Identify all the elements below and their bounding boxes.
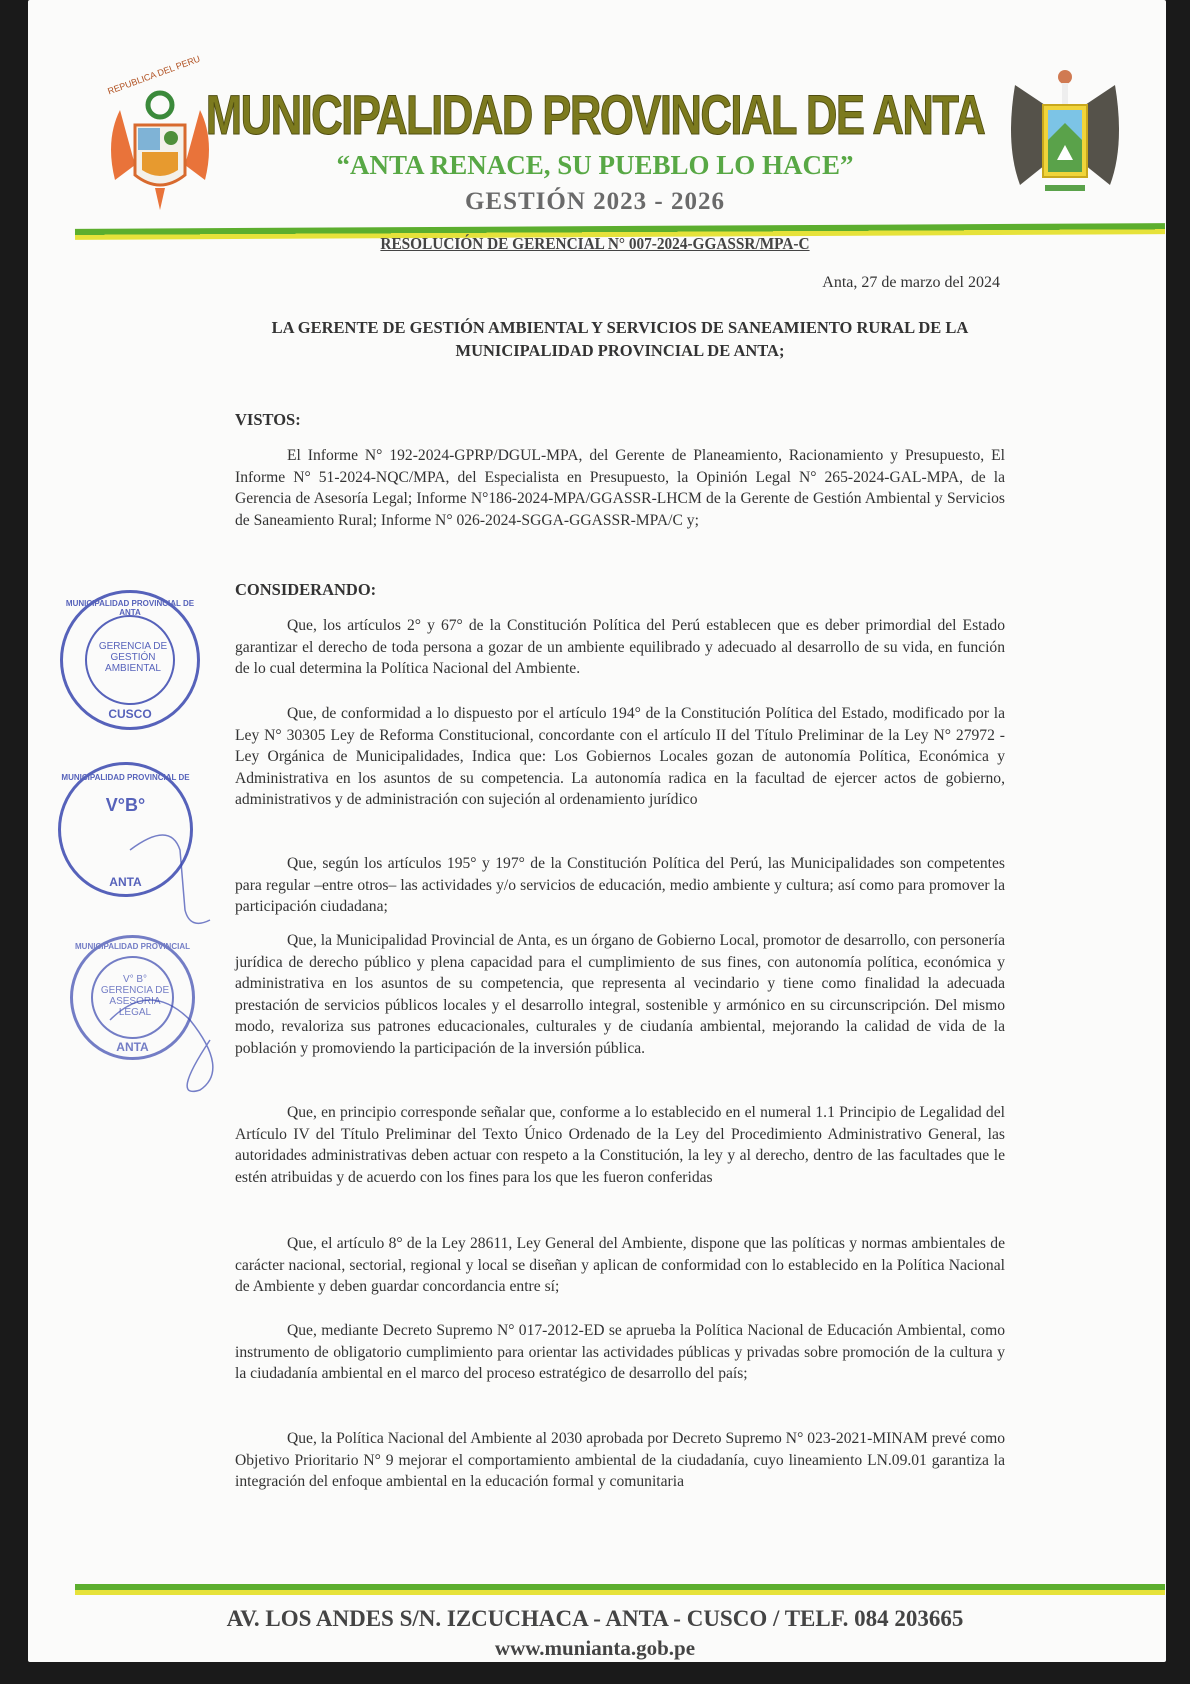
footer-website: www.munianta.gob.pe bbox=[494, 1636, 696, 1660]
footer-address: AV. LOS ANDES S/N. IZCUCHACA - ANTA - CUSCO / TELF. 084 203665 bbox=[226, 1606, 964, 1631]
paragraph: Que, en principio corresponde señalar que, conforme a lo establecido en el numeral 1.1 Principio de Legalidad del Artículo IV del Título Preliminar del Texto Único Ordenado de la Ley del Procedimiento Administrativo General, las autoridades administrativas deben actuar con respeto a la Constitución, la ley y al derecho, dentro de las facultades que le estén atribuidas y de acuerdo con los fines para los que les fueron conferidas bbox=[235, 1104, 1005, 1186]
footer-divider-band bbox=[75, 1584, 1165, 1595]
vistos-label: VISTOS: bbox=[235, 410, 301, 429]
stamp-center-text: V° B° GERENCIA DE ASESORIA LEGAL bbox=[100, 974, 170, 1018]
vistos-paragraph: El Informe N° 192-2024-GPRP/DGUL-MPA, del Gerente de Planeamiento, Racionamiento y Presupuesto, El Informe N° 51-2024-NQC/MPA, del Especialista en Presupuesto, la Opinión Legal N° 265-2024-GAL-MPA, de la Gerencia de Asesoría Legal; Informe N°186-2024-MPA/GGASSR-LHCM de la Gerente de Gestión Ambiental y Servicios de Saneamiento Rural; Informe N° 026-2024-SGGA-GGASSR-MPA/C y; bbox=[235, 447, 1005, 529]
paragraph: Que, los artículos 2° y 67° de la Constitución Política del Perú establecen que es deber primordial del Estado garantizar el derecho de toda persona a gozar de un ambiente equilibrado y adecuado al desarrollo de su vida, en función de lo cual determina la Política Nacional del Ambiente. bbox=[235, 617, 1005, 678]
signature-scribble bbox=[90, 800, 250, 1100]
slogan: “ANTA RENACE, SU PUEBLO LO HACE” bbox=[336, 150, 854, 180]
document-date: Anta, 27 de marzo del 2024 bbox=[822, 274, 1000, 291]
stamp-bottom-text: ANTA bbox=[116, 1040, 149, 1054]
stamp-bottom-text: ANTA bbox=[109, 875, 142, 889]
stamp-ring-text: MUNICIPALIDAD PROVINCIAL DE bbox=[61, 773, 190, 782]
paragraph: Que, la Política Nacional del Ambiente al 2030 aprobada por Decreto Supremo N° 023-2021-MINAM prevé como Objetivo Prioritario N° 9 mejorar el comportamiento ambiental de la ciudadanía, cuyo lineamiento LN.09.01 garantiza la integración del enfoque ambiental en la educación formal y comunitaria bbox=[235, 1430, 1005, 1491]
institution-title: MUNICIPALIDAD PROVINCIAL DE ANTA bbox=[205, 83, 985, 146]
document-heading: LA GERENTE DE GESTIÓN AMBIENTAL Y SERVICIOS DE SANEAMIENTO RURAL DE LA MUNICIPALIDAD PROVINCIAL DE ANTA; bbox=[271, 318, 969, 360]
stamp-center-text: V°B° bbox=[105, 795, 146, 815]
emblem-ring-text: REPUBLICA DEL PERU bbox=[106, 53, 202, 97]
paragraph: Que, mediante Decreto Supremo N° 017-2012-ED se aprueba la Política Nacional de Educación Ambiental, como instrumento de obligatorio cumplimiento para orientar las actividades públicas y privadas sobre promoción de la cultura y la ciudadanía ambiental en el marco del proceso estratégico de desarrollo del país; bbox=[235, 1322, 1005, 1383]
resolution-number: RESOLUCIÓN DE GERENCIAL N° 007-2024-GGASSR/MPA-C bbox=[380, 234, 810, 253]
stamp-bottom-text: CUSCO bbox=[108, 707, 152, 721]
paragraph: Que, de conformidad a lo dispuesto por el artículo 194° de la Constitución Política del Estado, modificado por la Ley N° 30305 Ley de Reforma Constitucional, concordante con el artículo II del Título Preliminar de la Ley N° 27972 - Ley Orgánica de Municipalidades, Indica que: Los Gobiernos Locales gozan de autonomía Política, Económica y Administrativa en los asuntos de su competencia. La autonomía radica en la facultad de ejercer actos de gobierno, administrativos y de administración con sujeción al ordenamiento jurídico bbox=[235, 705, 1005, 809]
stamp-gerencia-gestion-ambiental bbox=[60, 590, 200, 730]
considerando-label: CONSIDERANDO: bbox=[235, 580, 377, 599]
paragraph: Que, según los artículos 195° y 197° de la Constitución Política del Perú, las Municipalidades son competentes para regular –entre otros– las actividades y/o servicios de educación, medio ambiente y cultura; así como para promover la participación ciudadana; bbox=[235, 855, 1005, 916]
paragraph: Que, la Municipalidad Provincial de Anta, es un órgano de Gobierno Local, promotor de desarrollo, con personería jurídica de derecho público y plena capacidad para el cumplimiento de sus fines, con autonomía política, económica y administrativa en los asuntos de su competencia, que representa al vecindario y tiene como finalidad la adecuada prestación de servicios públicos locales y el desarrollo integral, sostenible y armónico en su circunscripción. Del mismo modo, revaloriza sus patrones educacionales, culturales y de ciudanía ambiental, mejorando la calidad de vida de la población y promoviendo la participación de la inversión pública. bbox=[235, 932, 1005, 1057]
management-term: GESTIÓN 2023 - 2026 bbox=[464, 188, 725, 215]
stamp-ring-text: MUNICIPALIDAD PROVINCIAL bbox=[75, 942, 190, 951]
stamp-ring-text: MUNICIPALIDAD PROVINCIAL DE ANTA bbox=[65, 599, 195, 617]
paragraph: Que, el artículo 8° de la Ley 28611, Ley General del Ambiente, dispone que las políticas y normas ambientales de carácter nacional, sectorial, regional y local se diseñan y aplican de conformidad con lo establecido en la Política Nacional de Ambiente y deben guardar concordancia entre sí; bbox=[235, 1235, 1005, 1296]
stamp-center-text: GERENCIA DE GESTIÓN AMBIENTAL bbox=[98, 641, 168, 674]
